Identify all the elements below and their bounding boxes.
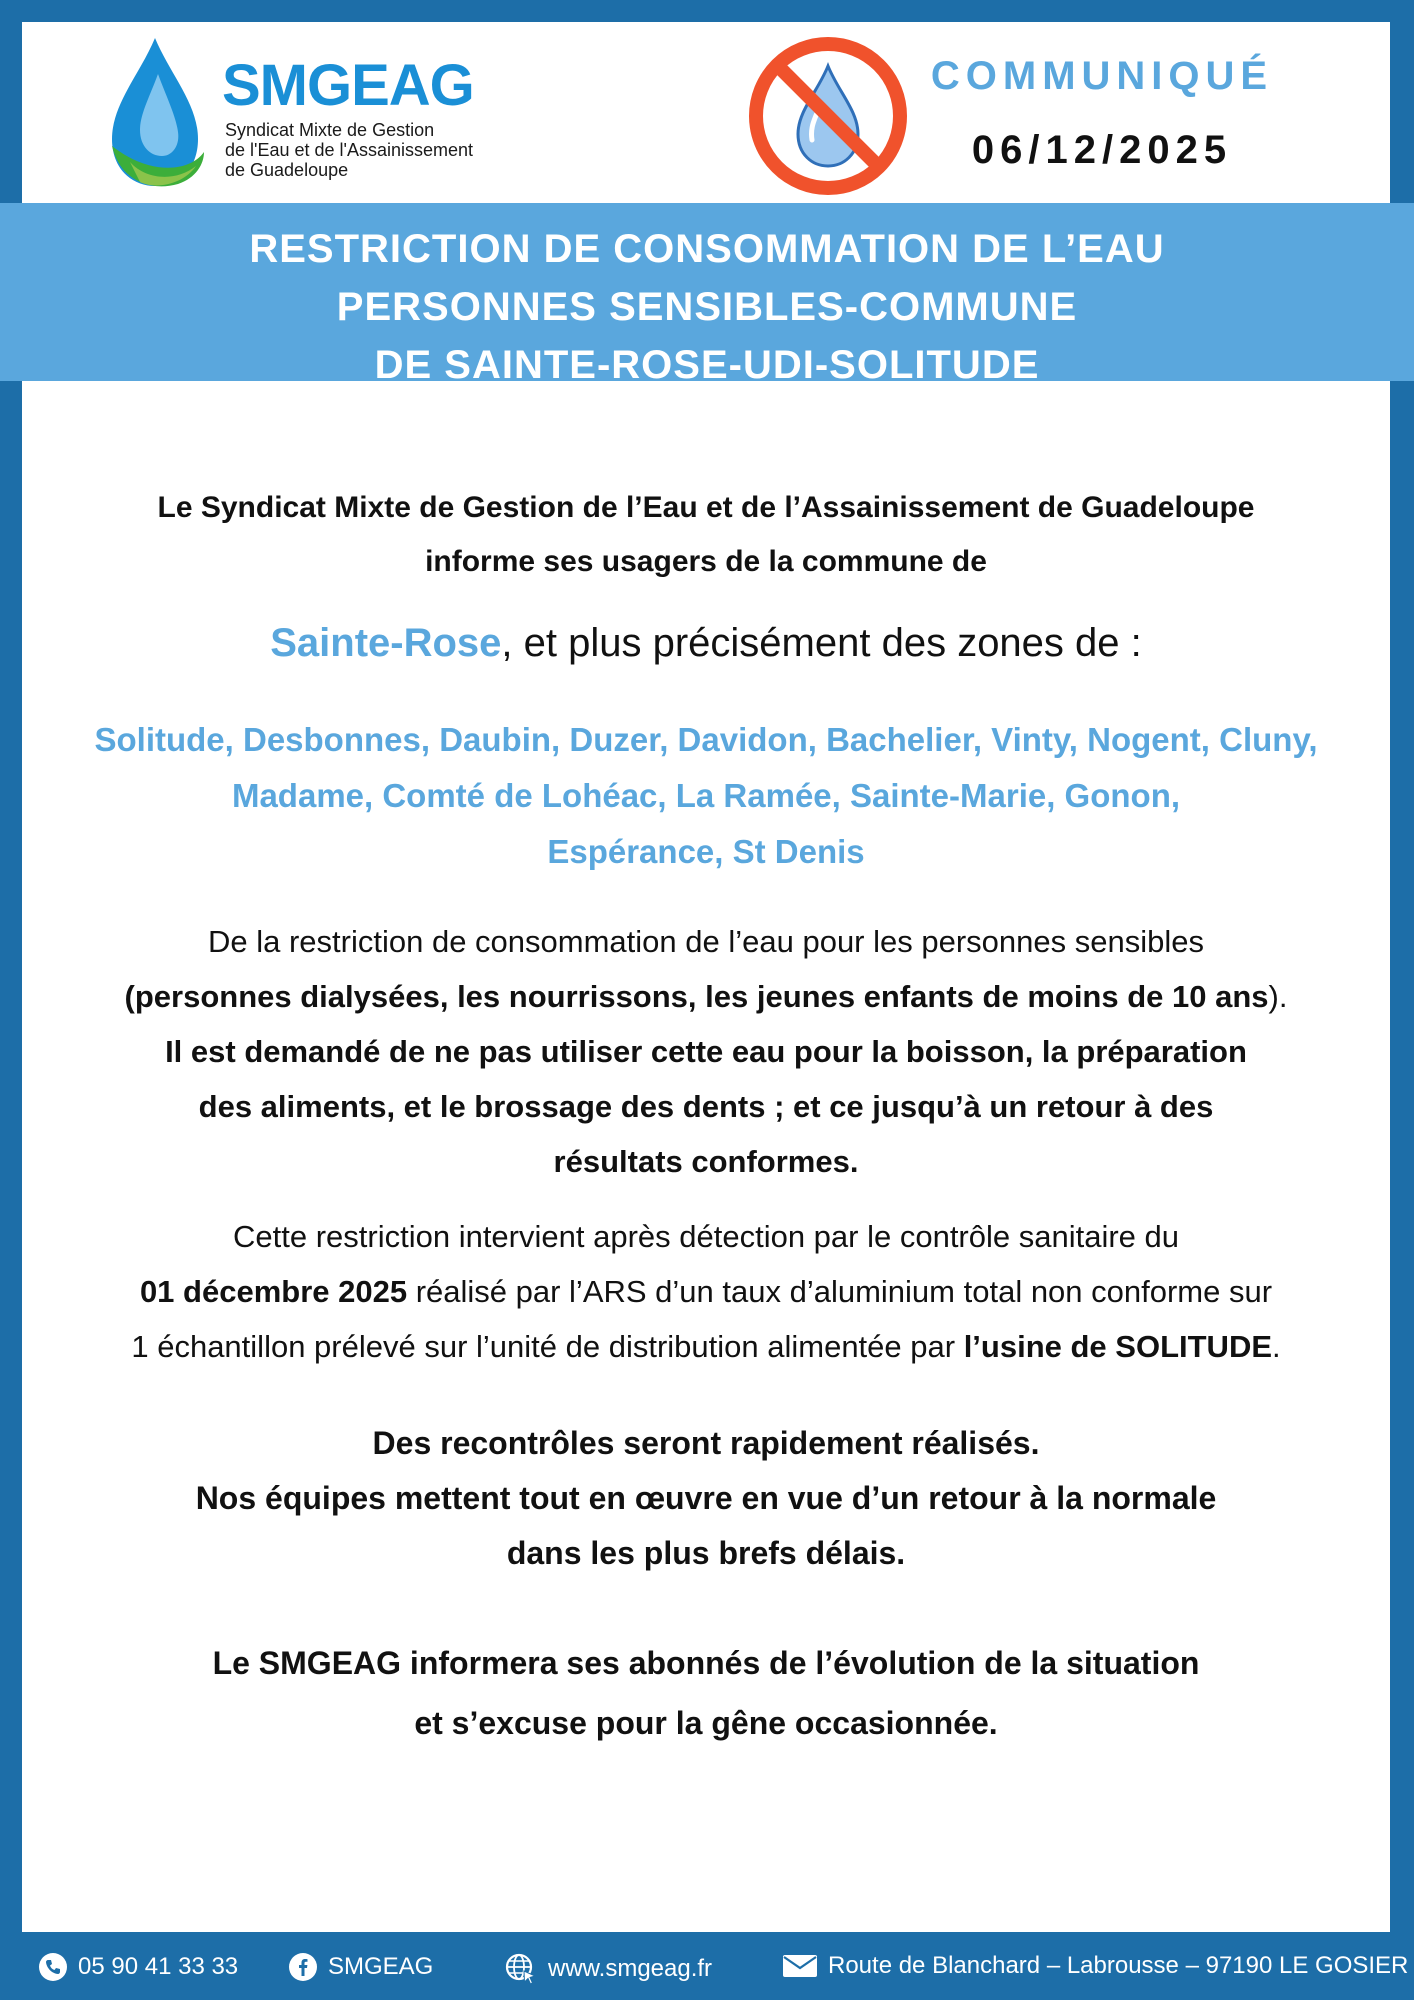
no-water-drop-icon: [748, 36, 908, 196]
footer-phone: [38, 1952, 238, 1982]
zones-line: Solitude, Desbonnes, Daubin, Duzer, Davidon, Bachelier, Vinty, Nogent, Cluny,: [94, 721, 1318, 758]
facebook-name[interactable]: SMGEAG: [328, 1953, 434, 1980]
zones-line: Madame, Comté de Lohéac, La Ramée, Sainte-Marie, Gonon,: [231, 777, 1181, 814]
org-logo-name: SMGEAG: [222, 53, 474, 118]
facebook-icon: [288, 1952, 318, 1982]
recontrol-line: dans les plus brefs délais.: [506, 1535, 906, 1571]
commune-line: [22, 621, 1390, 666]
plant-name: l’usine de SOLITUDE: [963, 1329, 1273, 1364]
footer-website: [504, 1952, 712, 1986]
communique-label: COMMUNIQUÉ: [930, 54, 1274, 98]
org-full-name: [225, 120, 473, 180]
recontrol-line: Des recontrôles seront rapidement réalisés.: [372, 1425, 1040, 1461]
restriction-line-end: ).: [1268, 979, 1288, 1014]
cause-line-end: .: [1272, 1329, 1281, 1364]
control-date: 01 décembre 2025: [139, 1274, 408, 1309]
zones-line: Espérance, St Denis: [547, 833, 865, 870]
request-line: Il est demandé de ne pas utiliser cette eau pour la boisson, la préparation: [165, 1034, 1247, 1069]
restriction-line: De la restriction de consommation de l’eau pour les personnes sensibles: [208, 924, 1204, 959]
water-drop-logo-icon: [100, 34, 210, 194]
title-banner: [0, 203, 1414, 387]
sensitive-persons-text: (personnes dialysées, les nourrissons, les jeunes enfants de moins de 10 ans: [124, 979, 1269, 1014]
commune-suffix: , et plus précisément des zones de :: [501, 621, 1142, 665]
intro-line: informe ses usagers de la commune de: [425, 545, 987, 578]
banner-title-line: PERSONNES SENSIBLES-COMMUNE: [336, 285, 1078, 329]
cause-line: [22, 1329, 1390, 1365]
envelope-icon: [782, 1953, 818, 1979]
closing-line: et s’excuse pour la gêne occasionnée.: [414, 1705, 998, 1741]
header: [22, 22, 1390, 225]
globe-cursor-icon: [504, 1952, 538, 1986]
postal-address: Route de Blanchard – Labrousse – 97190 LE GOSIER: [828, 1952, 1409, 1979]
banner-title-line: DE SAINTE-ROSE-UDI-SOLITUDE: [374, 343, 1040, 387]
closing-line: Le SMGEAG informera ses abonnés de l’évolution de la situation: [212, 1645, 1200, 1681]
contact-footer: [0, 1932, 1414, 2000]
footer-address: [782, 1952, 1408, 1980]
cause-line-start: 1 échantillon prélevé sur l’unité de distribution alimentée par: [131, 1329, 964, 1364]
phone-number[interactable]: 05 90 41 33 33: [78, 1953, 239, 1980]
communique-date: 06/12/2025: [971, 128, 1233, 172]
org-full-name-line: de Guadeloupe: [225, 160, 349, 180]
footer-facebook: [288, 1952, 433, 1982]
cause-line: Cette restriction intervient après détection par le contrôle sanitaire du: [233, 1219, 1179, 1254]
intro-line: Le Syndicat Mixte de Gestion de l’Eau et de l’Assainissement de Guadeloupe: [157, 491, 1255, 524]
cause-line-rest: réalisé par l’ARS d’un taux d’aluminium total non conforme sur: [407, 1274, 1273, 1309]
request-line: résultats conformes.: [553, 1144, 859, 1179]
banner-title-line: RESTRICTION DE CONSOMMATION DE L’EAU: [249, 227, 1165, 271]
website-link[interactable]: www.smgeag.fr: [548, 1955, 713, 1982]
request-line: des aliments, et le brossage des dents ; et ce jusqu’à un retour à des: [198, 1089, 1214, 1124]
commune-name: Sainte-Rose: [270, 621, 502, 665]
restriction-line: [22, 979, 1390, 1015]
recontrol-line: Nos équipes mettent tout en œuvre en vue d’un retour à la normale: [195, 1480, 1217, 1516]
cause-line: [22, 1274, 1390, 1310]
org-full-name-line: Syndicat Mixte de Gestion: [225, 120, 435, 140]
org-full-name-line: de l'Eau et de l'Assainissement: [225, 140, 474, 160]
phone-icon: [38, 1952, 68, 1982]
